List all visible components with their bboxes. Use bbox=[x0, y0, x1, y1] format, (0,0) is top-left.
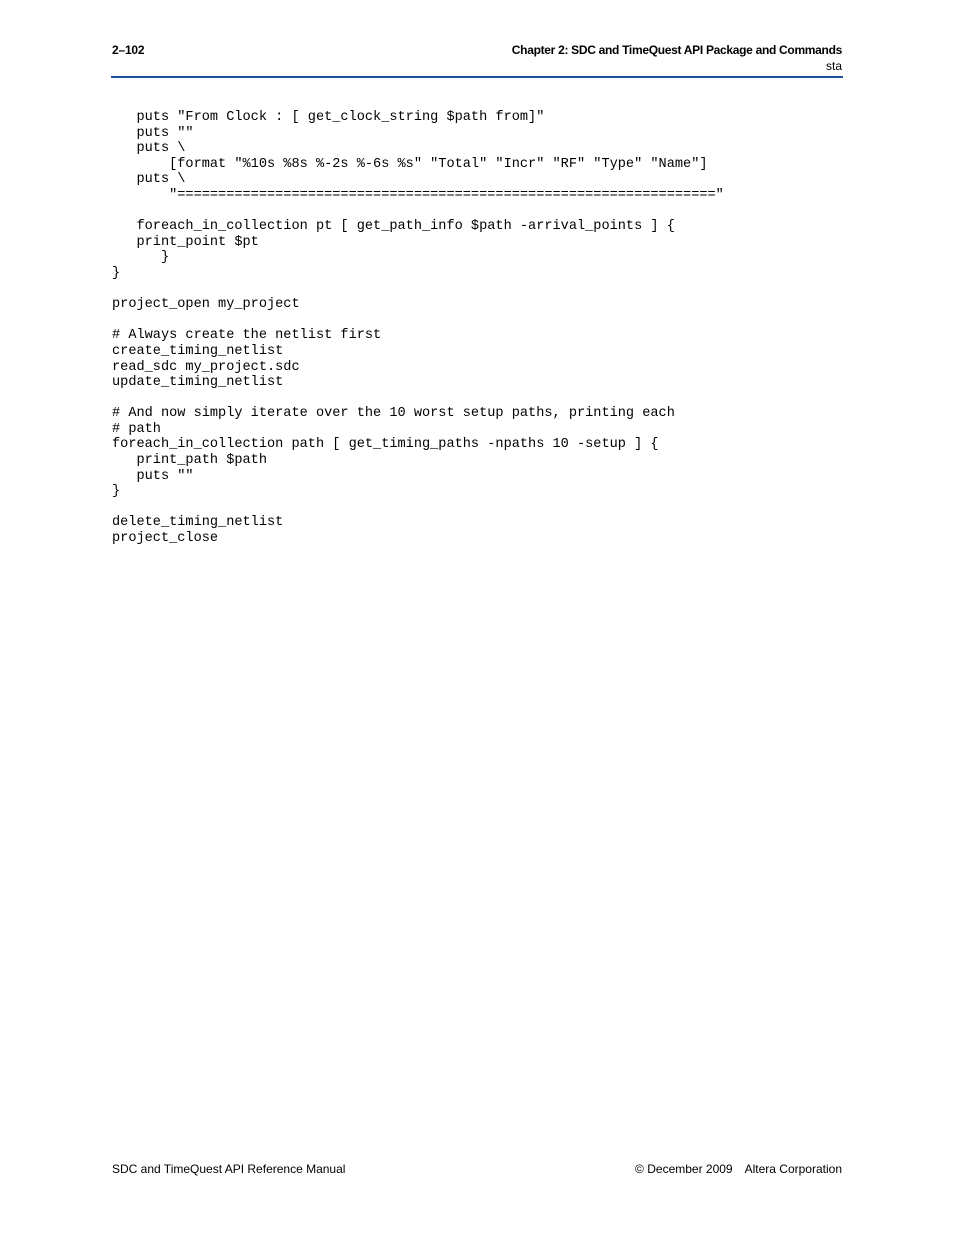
code-line: print_point $pt bbox=[112, 234, 259, 250]
code-line: foreach_in_collection path [ get_timing_paths -npaths 10 -setup ] { bbox=[112, 437, 659, 453]
code-line: print_path $path bbox=[112, 453, 267, 469]
code-line: foreach_in_collection pt [ get_path_info $path -arrival_points ] { bbox=[112, 219, 675, 235]
code-line: } bbox=[112, 265, 121, 281]
code-line: } bbox=[112, 484, 121, 500]
code-line bbox=[112, 391, 724, 407]
code-line: create_timing_netlist bbox=[112, 343, 284, 359]
code-line: [format "%10s %8s %-2s %-6s %s" "Total" "Incr" "RF" "Type" "Name"] bbox=[112, 156, 708, 172]
code-line: puts "" bbox=[112, 125, 194, 141]
footer-company: Altera Corporation bbox=[744, 1162, 842, 1176]
code-listing bbox=[112, 110, 724, 547]
code-line bbox=[112, 500, 724, 516]
code-line: project_open my_project bbox=[112, 297, 300, 313]
code-line bbox=[112, 204, 724, 220]
code-line: update_timing_netlist bbox=[112, 375, 284, 391]
code-line: # path bbox=[112, 421, 161, 437]
page-number: 2–102 bbox=[112, 43, 145, 57]
code-line: puts \ bbox=[112, 172, 186, 188]
code-line: # Always create the netlist first bbox=[112, 328, 382, 344]
code-line: puts \ bbox=[112, 141, 186, 157]
code-line bbox=[112, 313, 724, 329]
code-line: project_close bbox=[112, 531, 219, 547]
code-line: read_sdc my_project.sdc bbox=[112, 359, 300, 375]
footer-right bbox=[635, 1162, 842, 1176]
footer-date: © December 2009 bbox=[635, 1162, 733, 1176]
code-line: puts "From Clock : [ get_clock_string $path from]" bbox=[112, 110, 545, 125]
footer-manual-title: SDC and TimeQuest API Reference Manual bbox=[112, 1162, 346, 1176]
code-line bbox=[112, 282, 724, 298]
header-rule bbox=[111, 76, 843, 78]
code-line: "==================================================================" bbox=[112, 187, 724, 203]
chapter-title: Chapter 2: SDC and TimeQuest API Package and Commands bbox=[511, 43, 842, 57]
code-line: # And now simply iterate over the 10 worst setup paths, printing each bbox=[112, 406, 675, 422]
section-label: sta bbox=[825, 59, 842, 73]
code-line: } bbox=[112, 250, 170, 266]
code-line: puts "" bbox=[112, 468, 194, 484]
code-line: delete_timing_netlist bbox=[112, 515, 284, 531]
